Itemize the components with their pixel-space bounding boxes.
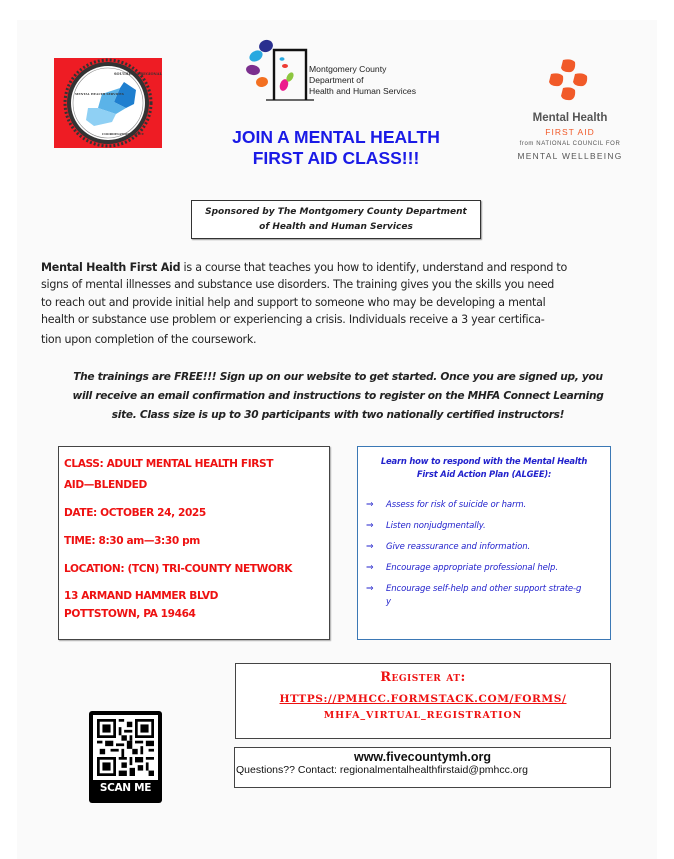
register-link[interactable]: HTTPS://PMHCC.FORMSTACK.COM/FORMS/ bbox=[279, 693, 567, 705]
free-line3: site. Class size is up to 30 participants with two nationally certified instructors! bbox=[111, 409, 565, 421]
class-info-box bbox=[58, 446, 330, 640]
mhfa-line1: Mental Health bbox=[532, 112, 608, 124]
class-date: DATE: OCTOBER 24, 2025 bbox=[64, 507, 206, 519]
register-link-continued[interactable]: MHFA_VIRTUAL_REGISTRATION bbox=[323, 710, 523, 721]
list-item: ⇒ Assess for risk of suicide or harm. bbox=[366, 500, 527, 510]
seal-bottom-text: COORDINATION OFFICE bbox=[102, 132, 145, 136]
qr-code-icon bbox=[97, 719, 154, 776]
arrow-right-icon: ⇒ bbox=[366, 542, 374, 552]
register-box bbox=[235, 663, 611, 739]
class-line2: AID—BLENDED bbox=[64, 479, 147, 491]
free-line2: will receive an email confirmation and instructions to register on the MHFA Connect Learning bbox=[72, 390, 604, 402]
arrow-right-icon: ⇒ bbox=[366, 521, 374, 531]
class-address2: POTTSTOWN, PA 19464 bbox=[64, 608, 196, 620]
intro-paragraph bbox=[41, 259, 641, 348]
scan-me-label: SCAN ME bbox=[99, 782, 152, 794]
algee-heading2: First Aid Action Plan (ALGEE): bbox=[416, 469, 552, 479]
intro-line2: signs of mental illnesses and substance use disorders. The training gives you the skills you need bbox=[41, 278, 555, 292]
register-heading: Register at: bbox=[380, 670, 466, 685]
seal-left-text: MENTAL HEALTH SERVICES bbox=[75, 92, 124, 96]
website-link[interactable]: www.fivecountymh.org bbox=[353, 750, 492, 764]
class-location: LOCATION: (TCN) TRI-COUNTY NETWORK bbox=[64, 563, 293, 575]
class-time: TIME: 8:30 am—3:30 pm bbox=[64, 535, 200, 547]
sponsor-box bbox=[191, 200, 481, 239]
list-item: ⇒ Encourage appropriate professional help. bbox=[366, 563, 558, 573]
page-title bbox=[196, 127, 476, 169]
mhfa-line2: FIRST AID bbox=[545, 127, 595, 137]
intro-line1: is a course that teaches you how to identify, understand and respond to bbox=[180, 261, 568, 274]
arrow-right-icon: ⇒ bbox=[366, 584, 374, 594]
contact-box bbox=[234, 747, 611, 788]
mhfa-logo bbox=[505, 56, 635, 166]
free-trainings-paragraph bbox=[38, 368, 638, 425]
algee-box bbox=[357, 446, 611, 640]
contact-email[interactable]: Questions?? Contact: regionalmentalhealthfirstaid@pmhcc.org bbox=[236, 764, 528, 776]
qr-code[interactable] bbox=[89, 711, 162, 803]
montgomery-county-logo bbox=[244, 36, 434, 106]
montco-line2: Department of bbox=[309, 75, 364, 85]
intro-bold: Mental Health First Aid bbox=[41, 261, 181, 274]
seal-logo bbox=[54, 58, 162, 148]
list-item: ⇒ Listen nonjudgmentally. bbox=[366, 521, 486, 531]
intro-line5: tion upon completion of the coursework. bbox=[41, 333, 257, 347]
class-line1: CLASS: ADULT MENTAL HEALTH FIRST bbox=[64, 458, 274, 470]
arrow-right-icon: ⇒ bbox=[366, 500, 374, 510]
algee-list bbox=[358, 499, 610, 609]
mhfa-line4: MENTAL WELLBEING bbox=[517, 151, 623, 161]
arrow-right-icon: ⇒ bbox=[366, 563, 374, 573]
seal-top-text: SOUTHEAST REGIONAL bbox=[114, 72, 162, 76]
algee-heading1: Learn how to respond with the Mental Health bbox=[380, 456, 588, 466]
free-line1: The trainings are FREE!!! Sign up on our website to get started. Once you are signed up, you bbox=[73, 371, 603, 383]
list-item: ⇒ Give reassurance and information. bbox=[366, 542, 531, 552]
sponsor-line1: Sponsored by The Montgomery County Department bbox=[205, 207, 467, 217]
title-line1: JOIN A MENTAL HEALTH bbox=[232, 127, 440, 147]
intro-line4: health or substance use problem or experiencing a crisis. Individuals receive a 3 year certifica- bbox=[41, 312, 545, 326]
mhfa-cross-icon bbox=[549, 58, 589, 106]
title-line2: FIRST AID CLASS!!! bbox=[252, 148, 420, 168]
mhfa-line3: from NATIONAL COUNCIL FOR bbox=[519, 141, 621, 147]
list-item: ⇒ Encourage self-help and other support strate-gy bbox=[366, 584, 582, 607]
intro-line3: to reach out and provide initial help and support to someone who may be developing a mental bbox=[41, 295, 546, 309]
montco-line1: Montgomery County bbox=[309, 64, 387, 74]
sponsor-line2: of Health and Human Services bbox=[259, 222, 413, 232]
montco-line3: Health and Human Services bbox=[309, 86, 416, 96]
class-address1: 13 ARMAND HAMMER BLVD bbox=[64, 590, 219, 602]
